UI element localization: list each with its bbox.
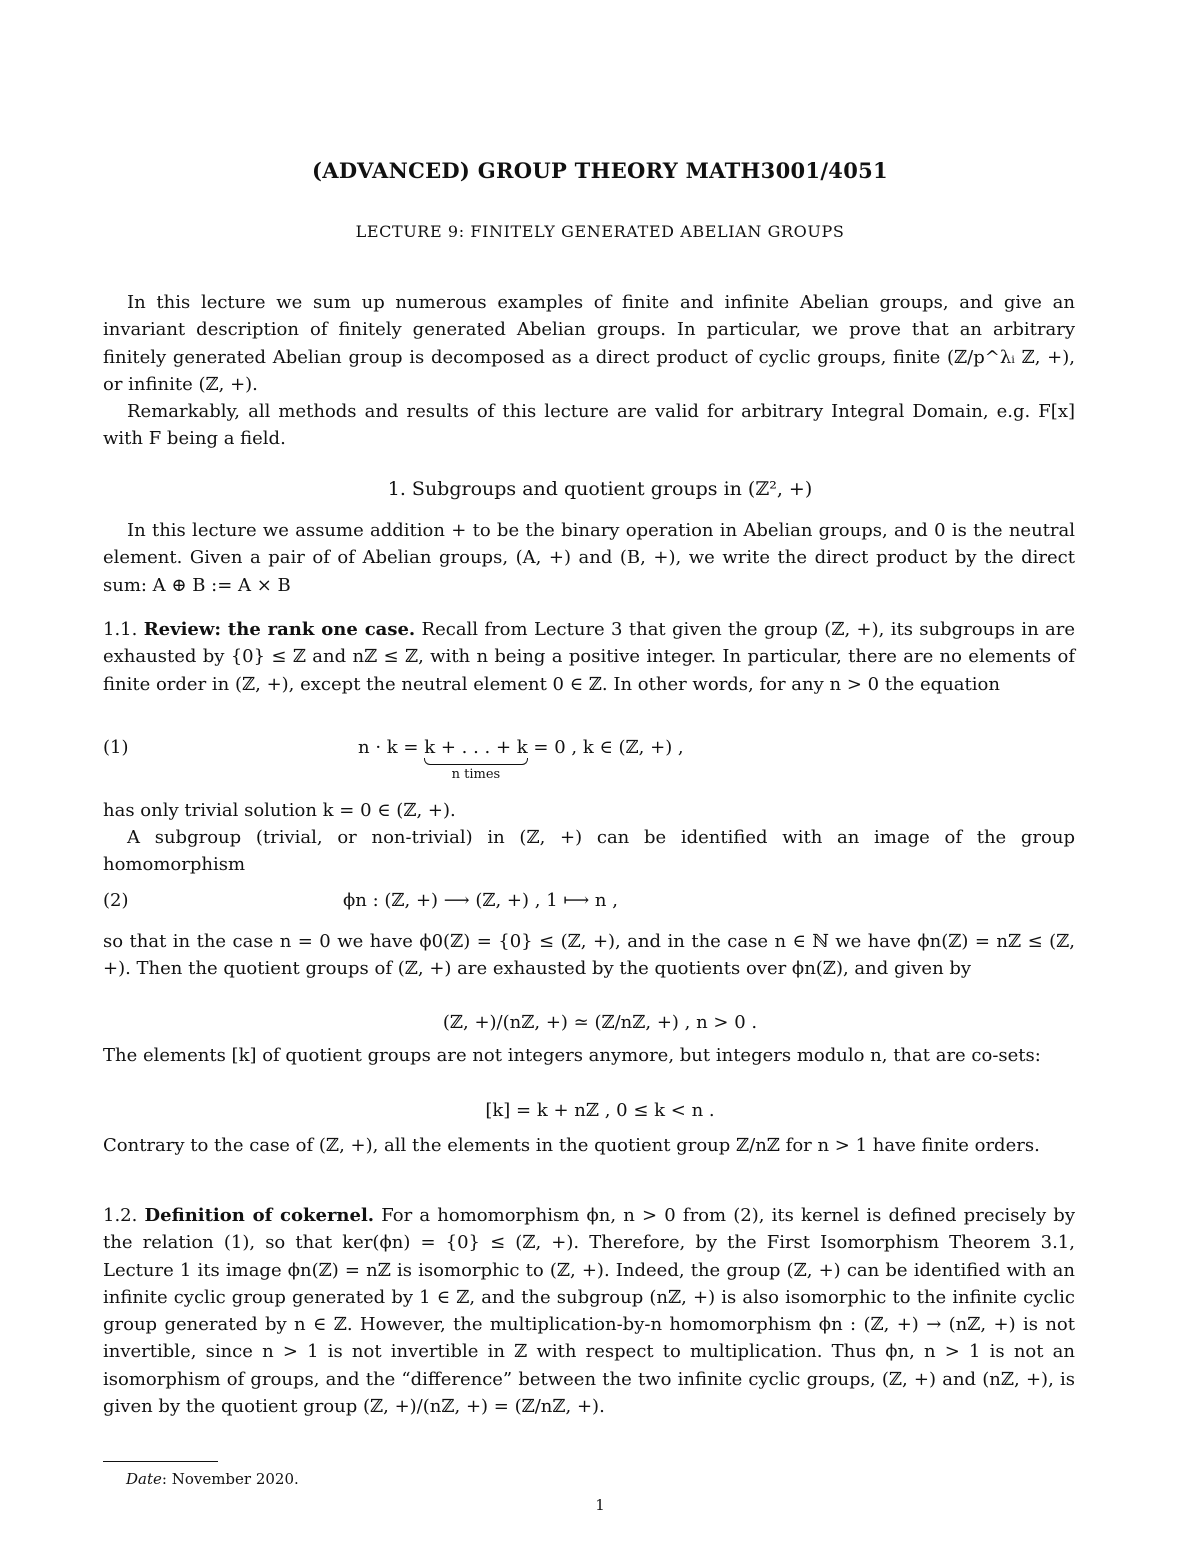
subgroup-paragraph: A subgroup (trivial, or non-trivial) in (ℤ, +) can be identified with an image of the group homomorphism bbox=[103, 827, 1075, 876]
underbrace-group bbox=[424, 737, 528, 782]
display-coset: [k] = k + nℤ , 0 ≤ k < n . bbox=[485, 1100, 715, 1121]
equation-body bbox=[358, 737, 684, 782]
display-quotient: (ℤ, +)/(nℤ, +) ≃ (ℤ/nℤ, +) , n > 0 . bbox=[442, 1012, 758, 1033]
quotient-paragraph: so that in the case n = 0 we have ϕ0(ℤ) = {0} ≤ (ℤ, +), and in the case n ∈ ℕ we have ϕn(ℤ) = nℤ ≤ (ℤ, +). Then the quotient groups of (ℤ, +) are exhausted by the quotients over ϕn(ℤ), and given by bbox=[103, 931, 1075, 980]
footnote-label: Date bbox=[126, 1470, 162, 1488]
section-paragraph: In this lecture we assume addition + to be the binary operation in Abelian groups, and 0 is the neutral element. Given a pair of of Abelian groups, (A, +) and (B, +), we write the direct product by the direct sum: A ⊕ B := A × B bbox=[103, 520, 1075, 596]
cosets-paragraph: The elements [k] of quotient groups are not integers anymore, but integers modulo n, that are co-sets: bbox=[103, 1045, 1041, 1066]
section-heading: 1. Subgroups and quotient groups in (ℤ², +) bbox=[387, 478, 813, 500]
footnote-text: : November 2020. bbox=[161, 1470, 299, 1488]
subsection-text: Recall from Lecture 3 that given the group (ℤ, +), its subgroups in are exhausted by {0} ≤ ℤ and nℤ ≤ ℤ, with n being a positive integer. In particular, there are no elements of finite order in (ℤ, +), except the neutral element 0 ∈ ℤ. In other words, for any n > 0 the equation bbox=[103, 619, 1075, 695]
underbrace-label: n times bbox=[451, 767, 501, 782]
footnote bbox=[126, 1470, 299, 1488]
subsection-text: For a homomorphism ϕn, n > 0 from (2), its kernel is defined precisely by the relation (1), so that ker(ϕn) = {0} ≤ (ℤ, +). Therefore, by the First Isomorphism Theorem 3.1, Lecture 1 its image ϕn(ℤ) = nℤ is isomorphic to (ℤ, +). Indeed, the group (ℤ, +) can be identified with an infinite cyclic group generated by 1 ∈ ℤ, and the subgroup (nℤ, +) is also isomorphic to the infinite cyclic group generated by n ∈ ℤ. However, the multiplication-by-n homomorphism ϕn : (ℤ, +) → (nℤ, +) is not invertible, since n > 1 is not invertible in ℤ with respect to multiplication. Thus ϕn, n > 1 is not an isomorphism of groups, and the “difference” between the two infinite cyclic groups, (ℤ, +) and (nℤ, +), is given by the quotient group (ℤ, +)/(nℤ, +) = (ℤ/nℤ, +). bbox=[103, 1205, 1075, 1418]
footnote-rule bbox=[103, 1461, 218, 1462]
subsection-title: Definition of cokernel. bbox=[144, 1205, 375, 1226]
equation-body: ϕn : (ℤ, +) ⟶ (ℤ, +) , 1 ⟼ n , bbox=[343, 890, 618, 911]
subsection-1-2 bbox=[103, 1202, 1075, 1420]
page-title: (ADVANCED) GROUP THEORY MATH3001/4051 bbox=[312, 158, 888, 183]
subsection-1-1 bbox=[103, 616, 1075, 698]
subsection-number: 1.1. bbox=[103, 619, 138, 640]
equation-number: (1) bbox=[103, 737, 129, 758]
lecture-subtitle: LECTURE 9: FINITELY GENERATED ABELIAN GROUPS bbox=[355, 222, 845, 241]
equation-number: (2) bbox=[103, 890, 129, 911]
subsection-title: Review: the rank one case. bbox=[143, 619, 416, 640]
finite-orders-paragraph: Contrary to the case of (ℤ, +), all the elements in the quotient group ℤ/nℤ for n > 1 have finite orders. bbox=[103, 1135, 1040, 1156]
trivial-solution-text: has only trivial solution k = 0 ∈ (ℤ, +). bbox=[103, 800, 456, 821]
equation-rhs: = 0 , k ∈ (ℤ, +) , bbox=[527, 737, 684, 758]
underbrace-terms: k + . . . + k bbox=[424, 737, 528, 758]
page-number: 1 bbox=[595, 1496, 605, 1514]
subsection-number: 1.2. bbox=[103, 1205, 138, 1226]
intro-paragraph-2: Remarkably, all methods and results of this lecture are valid for arbitrary Integral Domain, e.g. F[x] with F being a field. bbox=[103, 401, 1075, 450]
intro-paragraph-1: In this lecture we sum up numerous examples of finite and infinite Abelian groups, and give an invariant description of finitely generated Abelian groups. In particular, we prove that an arbitrary finitely generated Abelian group is decomposed as a direct product of cyclic groups, finite (ℤ/p^λᵢ ℤ, +), or infinite (ℤ, +). bbox=[103, 292, 1075, 395]
equation-lhs: n · k = bbox=[358, 737, 425, 758]
